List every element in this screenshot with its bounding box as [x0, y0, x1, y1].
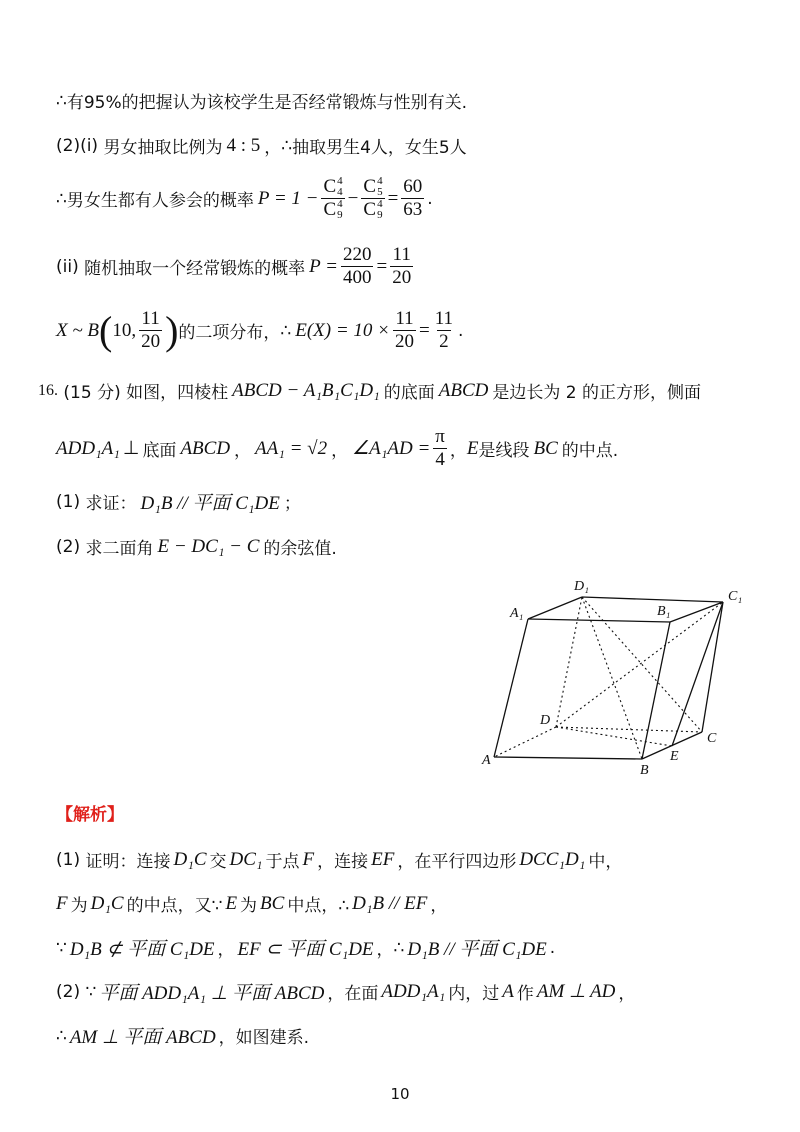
sep: ，: [217, 940, 235, 960]
sep: ，: [234, 441, 252, 461]
line-15: [56, 1022, 309, 1049]
segment: DC₁: [229, 848, 263, 870]
text: 的余弦值.: [263, 539, 337, 559]
numerator: 11: [434, 308, 454, 329]
c-bottom: 9: [377, 209, 383, 221]
edge-a1-b1: [528, 619, 670, 622]
statement: 平面 ADD₁A₁ ⊥ 平面 ABCD: [99, 983, 325, 1004]
hidden-edge-d-c: [556, 727, 702, 732]
period: .: [427, 188, 433, 209]
c-bottom: 5: [377, 186, 383, 198]
hidden-d-e: [556, 727, 672, 746]
numerator: 11: [395, 308, 414, 329]
c-top: 4: [377, 175, 383, 187]
part-label: (1): [56, 849, 81, 870]
label-b: B: [640, 763, 649, 778]
part-label: (2)(i): [56, 135, 99, 156]
line-12: [56, 891, 447, 916]
c-top: 4: [337, 175, 343, 187]
face: ADD₁A₁: [56, 437, 120, 459]
parallelogram: DCC₁D₁: [519, 848, 586, 870]
edge-b1-c1: [670, 602, 723, 622]
c-symbol: C: [323, 176, 337, 197]
part-label: (ii): [56, 256, 79, 277]
segment-bc: BC: [533, 437, 558, 459]
denominator: 63: [403, 199, 423, 220]
conclusion: D₁B // 平面 C₁DE: [407, 939, 547, 960]
because-symbol: ∵: [85, 981, 97, 1002]
text: ，如图建系.: [218, 1028, 310, 1048]
text: 交: [209, 852, 227, 872]
therefore-symbol: ∴: [280, 320, 292, 341]
point: E: [225, 892, 238, 914]
text: 中点，∴: [287, 896, 350, 916]
line-8: [56, 488, 301, 515]
text: 底面: [142, 441, 177, 461]
base-name: ABCD: [180, 437, 231, 459]
segment-c1-e: [672, 602, 723, 746]
label-c: C: [707, 731, 717, 746]
part-label: (2): [56, 536, 81, 557]
edge-d1-a1: [528, 597, 582, 619]
therefore-symbol: ∴: [56, 188, 67, 209]
line-6: [38, 378, 701, 403]
text: 求证：: [85, 494, 137, 514]
close-paren: ): [165, 307, 179, 353]
text: ，在平行四边形: [397, 852, 517, 872]
segment: EF: [371, 848, 395, 870]
fraction-1: [341, 244, 374, 289]
expression: D₁B // 平面 C₁DE: [140, 493, 280, 514]
text: 作: [516, 984, 534, 1004]
part-label: (2): [56, 981, 81, 1002]
label-a1: A₁: [510, 606, 524, 621]
period: .: [549, 937, 556, 958]
parallel-statement: D₁B // EF: [352, 892, 428, 914]
text: 的底面: [383, 383, 435, 403]
point: F: [56, 892, 68, 914]
statement: AM ⊥ 平面 ABCD: [69, 1027, 216, 1048]
edge-a-a1: [494, 619, 528, 757]
length-aa1: AA₁ = √2: [255, 437, 328, 459]
because-symbol: ∵: [56, 937, 67, 958]
part-label: (1): [56, 491, 81, 512]
statement: AM ⊥ AD: [536, 981, 616, 1002]
text: 男女抽取比例为: [103, 138, 223, 158]
hidden-edge-d-d1: [556, 597, 582, 727]
sep: ，: [264, 138, 282, 158]
text: 抽取男生4人，女生5人: [292, 138, 467, 158]
numerator: 60: [403, 176, 423, 197]
line-13: [56, 934, 555, 961]
fraction-2: [390, 244, 413, 289]
sep: ，: [618, 984, 636, 1004]
fraction-p: [139, 308, 162, 353]
expression: P =: [309, 255, 338, 277]
text: ，在面: [327, 984, 379, 1004]
text: 是线段: [478, 441, 530, 461]
analysis-heading: 【解析】: [56, 805, 124, 825]
c-top: 4: [337, 198, 343, 210]
fraction-result: [401, 176, 424, 221]
line-7: [56, 426, 618, 471]
equals: =: [376, 255, 388, 277]
line-9: [56, 534, 337, 559]
question-number: 16.: [38, 381, 58, 399]
minus: −: [347, 187, 359, 209]
segment: BC: [260, 892, 285, 914]
point: A: [502, 980, 514, 1002]
numerator: 220: [342, 244, 372, 265]
text: 如图，四棱柱: [126, 383, 229, 403]
line-1: [56, 88, 467, 113]
denominator: 2: [439, 331, 449, 352]
label-d: D: [540, 713, 551, 728]
segment: D₁C: [173, 848, 207, 870]
text: 中，: [588, 852, 623, 872]
ratio: 4 : 5: [226, 134, 261, 156]
text: 随机抽取一个经常锻炼的概率: [84, 259, 306, 279]
label-b1: B₁: [657, 604, 671, 619]
text: 为: [70, 896, 88, 916]
line-2: [56, 133, 467, 158]
fraction-pi: [433, 426, 447, 471]
c-bottom: 4: [337, 186, 343, 198]
denominator: 400: [342, 267, 372, 288]
text: ，连接: [317, 852, 369, 872]
c-bottom: 9: [337, 209, 343, 221]
argument: 10,: [112, 319, 137, 341]
numerator: 11: [141, 308, 160, 329]
text: 内，过: [448, 984, 500, 1004]
fraction-1: C 4 4 C 4 9: [323, 175, 343, 221]
numerator: π: [435, 426, 445, 447]
therefore-symbol: ∴: [56, 1025, 67, 1046]
text: 的中点.: [561, 441, 619, 461]
text: 是边长为 2 的正方形，侧面: [492, 383, 701, 403]
text: 的二项分布，: [178, 323, 281, 343]
score: (15 分): [63, 383, 121, 403]
angle: ∠A₁AD =: [352, 438, 431, 459]
edge-a-b: [494, 757, 642, 759]
fraction-3: [433, 308, 455, 353]
point-e: E: [466, 437, 479, 459]
denominator: 20: [141, 331, 161, 352]
label-c1: C₁: [728, 589, 743, 604]
text: ，: [430, 896, 448, 916]
line-4: [56, 244, 416, 289]
base-name: ABCD: [438, 379, 489, 401]
label-a: A: [482, 753, 491, 768]
edge-c1-d1: [582, 597, 723, 602]
denominator: 20: [392, 267, 412, 288]
denominator: 20: [395, 331, 414, 352]
line-11: [56, 847, 622, 872]
page-number: 10: [390, 1085, 410, 1103]
label-d1: D₁: [574, 579, 589, 594]
fraction-2: [393, 308, 416, 353]
expression: E(X) = 10 ×: [295, 319, 390, 341]
hidden-edge-d-a: [494, 727, 556, 757]
denominator: 4: [435, 449, 445, 470]
distribution: X ~ B: [56, 319, 99, 341]
period: .: [458, 320, 464, 341]
therefore-symbol: ∴: [56, 90, 67, 111]
line-3: [56, 176, 433, 221]
text: 男女生都有人参会的概率: [66, 191, 254, 211]
semicolon: ；: [283, 494, 301, 514]
text: 证明：连接: [85, 852, 171, 872]
therefore-symbol: ∴: [393, 937, 405, 958]
prism-figure: [480, 572, 770, 782]
prism-name: ABCD − A₁B₁C₁D₁: [232, 379, 380, 401]
equals: =: [387, 187, 399, 209]
text: 求二面角: [85, 539, 154, 559]
point: F: [302, 848, 315, 870]
text: 的中点，又∵: [126, 896, 223, 916]
equals: =: [419, 319, 430, 341]
text: 有95%的把握认为该校学生是否经常锻炼与性别有关.: [66, 93, 468, 113]
plane: ADD₁A₁: [381, 980, 446, 1002]
sep: ，: [449, 441, 467, 461]
sep: ，: [376, 940, 394, 960]
open-paren: (: [99, 307, 113, 353]
line-14: [56, 978, 635, 1005]
segment: D₁C: [90, 892, 124, 914]
sep: ，: [331, 441, 349, 461]
line-5: [56, 308, 463, 353]
text: 于点: [265, 852, 300, 872]
label-e: E: [670, 749, 679, 764]
expression: P = 1 −: [257, 187, 319, 209]
line-10: [56, 800, 124, 825]
fraction-2: C 4 5 C 4 9: [363, 175, 383, 221]
statement: EF ⊂ 平面 C₁DE: [237, 939, 374, 960]
edge-c-c1: [702, 602, 723, 732]
expression: E − DC₁ − C: [157, 535, 260, 557]
text: 为: [240, 896, 258, 916]
statement: D₁B ⊄ 平面 C₁DE: [69, 939, 215, 960]
perp: ⊥: [122, 438, 140, 459]
c-top: 4: [377, 198, 383, 210]
numerator: 11: [392, 244, 411, 265]
therefore-symbol: ∴: [281, 135, 293, 156]
